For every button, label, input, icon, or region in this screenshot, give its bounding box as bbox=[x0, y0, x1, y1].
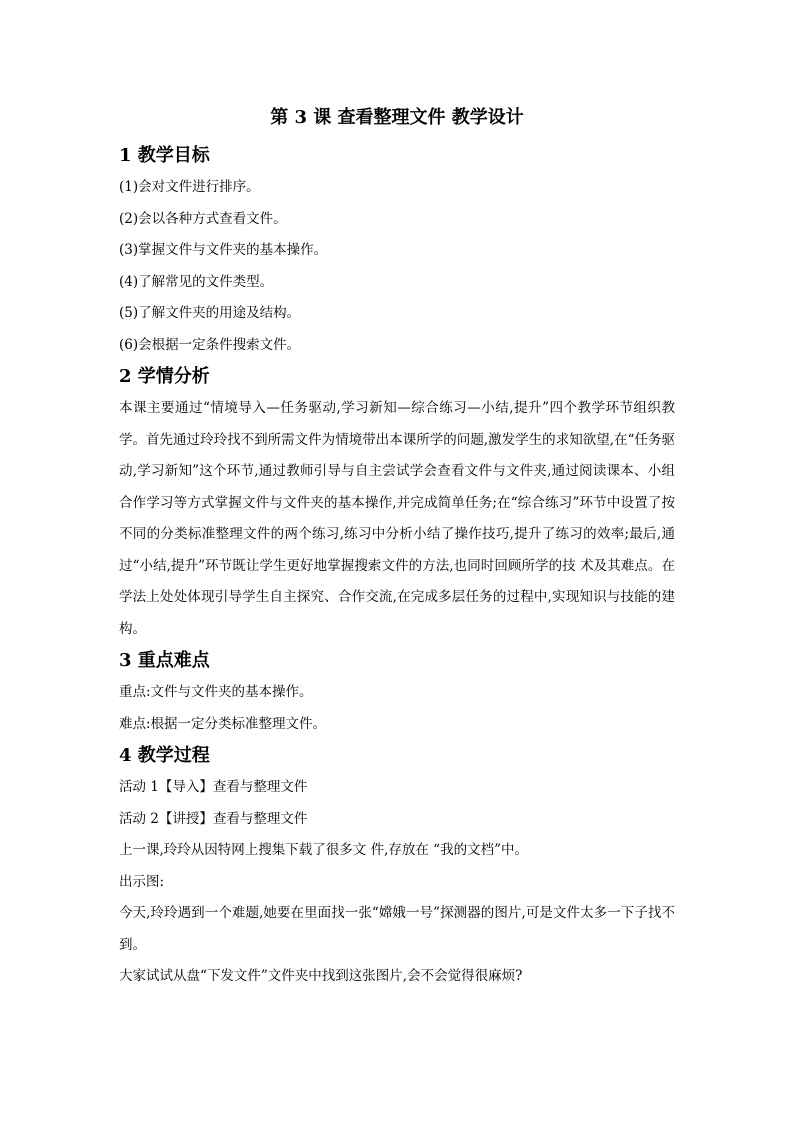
document-title: 第 3 课 查看整理文件 教学设计 bbox=[270, 107, 524, 128]
section-teaching-process bbox=[119, 740, 675, 993]
list-item: (6)会根据一定条件搜索文件。 bbox=[119, 336, 301, 353]
section-heading: 4 教学过程 bbox=[119, 745, 210, 766]
section-heading: 2 学情分析 bbox=[119, 366, 210, 387]
list-item: (3)掌握文件与文件夹的基本操作。 bbox=[119, 242, 328, 258]
list-item: (5)了解文件夹的用途及结构。 bbox=[119, 305, 301, 321]
activity-1: 活动 1【导入】查看与整理文件 bbox=[119, 779, 308, 795]
goals-list bbox=[119, 172, 675, 361]
process-text: 大家试试从盘“下发文件”文件夹中找到这张图片,会不会觉得很麻烦? bbox=[119, 968, 523, 984]
process-text: 出示图: bbox=[119, 873, 165, 890]
document-body bbox=[119, 104, 675, 993]
difficult-point: 难点:根据一定分类标准整理文件。 bbox=[119, 715, 327, 732]
section-heading: 3 重点难点 bbox=[119, 650, 210, 671]
key-point: 重点:文件与文件夹的基本操作。 bbox=[119, 684, 313, 700]
activity-2: 活动 2【讲授】查看与整理文件 bbox=[119, 810, 308, 827]
section-teaching-goals bbox=[119, 140, 675, 361]
process-text: 上一课,玲玲从因特网上搜集下载了很多文 件,存放在 “我的文档”中。 bbox=[119, 842, 528, 858]
section-key-points bbox=[119, 645, 675, 740]
list-item: (2)会以各种方式查看文件。 bbox=[119, 210, 287, 227]
list-item: (1)会对文件进行排序。 bbox=[119, 179, 260, 195]
list-item: (4)了解常见的文件类型。 bbox=[119, 273, 274, 290]
section-heading: 1 教学目标 bbox=[119, 145, 210, 166]
analysis-paragraph: 本课主要通过“情境导入—任务驱动,学习新知—综合练习—小结,提升”四个教学环节组织教学。首先通过玲玲找不到所需文件为情境带出本课所学的问题,激发学生的求知欲望,在“任务驱动,学习新知”这个环节,通过教师引导与自主尝试学会查看文件与文件夹,通过阅读课本、小组合作学习等方式掌握文件与文件夹的基本操作,并完成简单任务;在“综合练习”环节中设置了按不同的分类标准整理文件的两个练习,练习中分析小结了操作技巧,提升了练习的效率;最后,通过“小结,提升”环节既让学生更好地掌握搜索文件的方法,也同时回顾所学的技 术及其难点。在学法上处处体现引导学生自主探究、合作交流,在完成多层任务的过程中,实现知识与技能的建构。 bbox=[119, 400, 675, 637]
process-paragraph: 今天,玲玲遇到一个难题,她要在里面找一张“嫦娥一号”探测器的图片,可是文件太多一下子找不到。 bbox=[119, 905, 675, 953]
section-learner-analysis bbox=[119, 361, 675, 645]
